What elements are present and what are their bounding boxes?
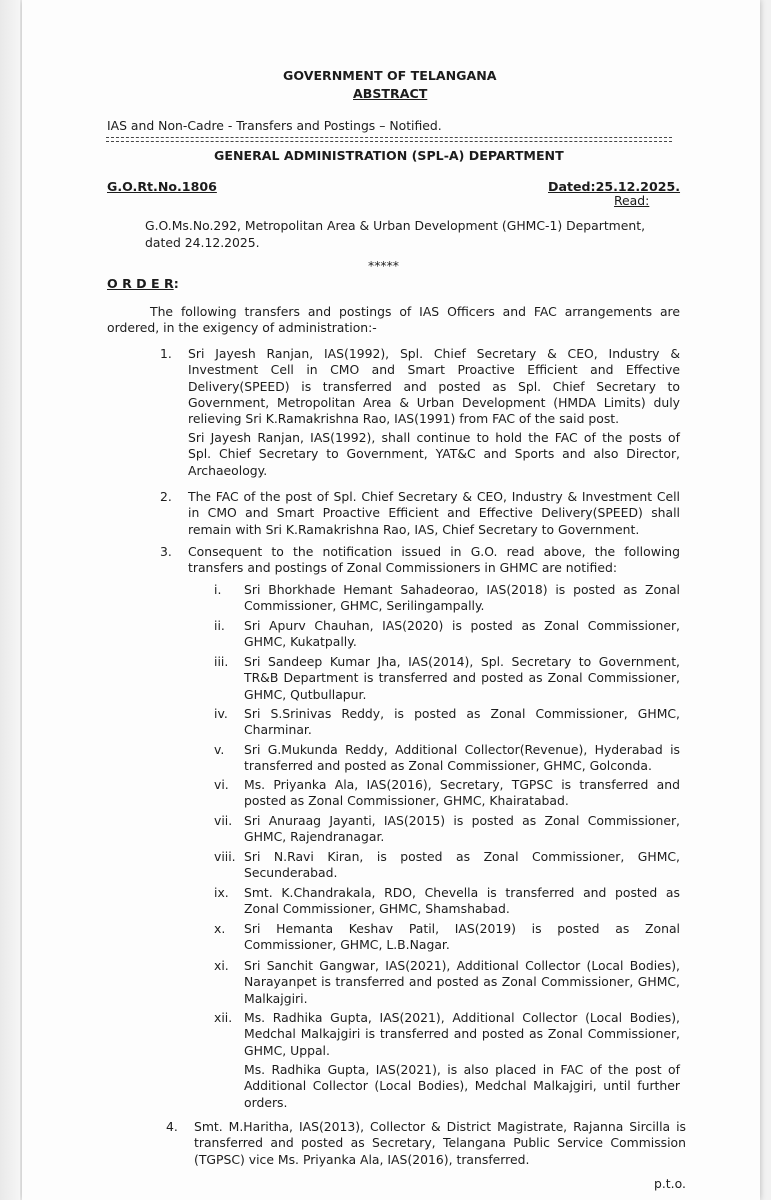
sub-item-number: v. (214, 742, 225, 757)
sub-item-xi (244, 958, 680, 1007)
read-reference-line-2: dated 24.12.2025. (145, 235, 260, 250)
sub-item-i (244, 582, 680, 615)
item-number: 4. (166, 1119, 178, 1134)
item-number: 3. (160, 544, 172, 559)
order-heading-colon: : (173, 276, 179, 291)
item-line: The FAC of the post of Spl. Chief Secretary & CEO, Industry & Investment Cell (188, 489, 680, 504)
sub-item-iv (244, 706, 680, 739)
order-heading (107, 276, 179, 291)
sub-item-xii-note (244, 1062, 680, 1111)
item-2-body (188, 489, 680, 538)
sub-item-line: Commissioner, GHMC, L.B.Nagar. (244, 937, 450, 953)
item-line: Consequent to the notification issued in G.O. read above, the following (188, 544, 680, 559)
sub-item-line: Sri N.Ravi Kiran, is posted as Zonal Commissioner, GHMC, (244, 849, 680, 864)
sub-item-viii (244, 849, 680, 882)
item-line: transferred and posted as Secretary, Telangana Public Service Commission (194, 1135, 686, 1151)
sub-item-line: Malkajgiri. (244, 990, 308, 1006)
item-1-body (188, 346, 680, 427)
item-line: relieving Sri K.Ramakrishna Rao, IAS(1991) from FAC of the said post. (188, 411, 620, 427)
sub-item-number: xi. (214, 958, 229, 973)
sub-item-xii (244, 1010, 680, 1059)
intro-line-2: ordered, in the exigency of administration:- (107, 320, 377, 335)
sub-item-number: xii. (214, 1010, 233, 1025)
subject-line: IAS and Non-Cadre - Transfers and Postings – Notified. (107, 118, 442, 133)
sub-item-line: Sri Sandeep Kumar Jha, IAS(2014), Spl. Secretary to Government, (244, 654, 680, 669)
sub-item-number: ix. (214, 885, 229, 900)
item-line: transfers and postings of Zonal Commissioners in GHMC are notified: (188, 560, 617, 576)
sub-item-line: Commissioner, GHMC, Serilingampally. (244, 598, 485, 614)
department-heading: GENERAL ADMINISTRATION (SPL-A) DEPARTMENT (214, 148, 564, 163)
item-line: Investment Cell in CMO and Smart Proactive Efficient and Effective (188, 362, 680, 378)
item-1-continuation (188, 430, 680, 479)
item-3-body (188, 544, 680, 577)
sub-item-line: Sri Bhorkhade Hemant Sahadeorao, IAS(2018) is posted as Zonal (244, 582, 680, 597)
item-number: 2. (160, 489, 172, 504)
sub-item-line: TR&B Department is transferred and posted as Zonal Commissioner, (244, 670, 680, 686)
go-date: Dated:25.12.2025. (548, 179, 681, 194)
sub-item-number: ii. (214, 618, 225, 633)
sub-item-ix (244, 885, 680, 918)
item-number: 1. (160, 346, 172, 361)
note-line: orders. (244, 1094, 288, 1110)
item-line: Delivery(SPEED) is transferred and posted as Spl. Chief Secretary to (188, 378, 680, 394)
item-line: remain with Sri K.Ramakrishna Rao, IAS, Chief Secretary to Government. (188, 521, 640, 537)
sub-item-line: GHMC, Kukatpally. (244, 634, 357, 650)
dashed-divider-bottom (106, 141, 672, 142)
sub-item-line: GHMC, Uppal. (244, 1042, 330, 1058)
sub-item-line: posted as Zonal Commissioner, GHMC, Khairatabad. (244, 793, 569, 809)
note-line: Ms. Radhika Gupta, IAS(2021), is also placed in FAC of the post of (244, 1062, 680, 1077)
sub-item-number: x. (214, 921, 226, 936)
intro-line-1: The following transfers and postings of IAS Officers and FAC arrangements are (150, 304, 680, 319)
sub-item-line: Ms. Priyanka Ala, IAS(2016), Secretary, TGPSC is transferred and (244, 777, 680, 792)
item-4-body (194, 1119, 686, 1168)
sub-item-x (244, 921, 680, 954)
go-number: G.O.Rt.No.1806 (107, 179, 217, 194)
item-line: Archaeology. (188, 462, 268, 478)
sub-item-vii (244, 813, 680, 846)
sub-item-line: Smt. K.Chandrakala, RDO, Chevella is transferred and posted as (244, 885, 680, 900)
sub-item-line: Charminar. (244, 722, 312, 738)
sub-item-number: vi. (214, 777, 229, 792)
sub-item-iii (244, 654, 680, 703)
sub-item-line: Sri S.Srinivas Reddy, is posted as Zonal Commissioner, GHMC, (244, 706, 680, 721)
sub-item-line: Secunderabad. (244, 865, 338, 881)
separator-stars: ***** (368, 258, 399, 273)
sub-item-line: Narayanpet is transferred and posted as Zonal Commissioner, GHMC, (244, 974, 680, 990)
sub-item-number: vii. (214, 813, 233, 828)
dashed-divider-top (106, 137, 672, 138)
sub-item-line: GHMC, Qutbullapur. (244, 686, 367, 702)
item-line: Sri Jayesh Ranjan, IAS(1992), Spl. Chief Secretary & CEO, Industry & (188, 346, 680, 361)
sub-item-v (244, 742, 680, 775)
sub-item-line: Medchal Malkajgiri is transferred and posted as Zonal Commissioner, (244, 1026, 680, 1042)
sub-item-line: Sri G.Mukunda Reddy, Additional Collector(Revenue), Hyderabad is (244, 742, 680, 757)
sub-item-line: Zonal Commissioner, GHMC, Shamshabad. (244, 901, 510, 917)
item-line: Sri Jayesh Ranjan, IAS(1992), shall continue to hold the FAC of the posts of (188, 430, 680, 445)
sub-item-ii (244, 618, 680, 651)
item-line: Government, Metropolitan Area & Urban Development (HMDA Limits) duly (188, 394, 680, 410)
sub-item-number: iii. (214, 654, 229, 669)
item-line: (TGPSC) vice Ms. Priyanka Ala, IAS(2016), transferred. (194, 1151, 530, 1167)
sub-item-line: GHMC, Rajendranagar. (244, 829, 385, 845)
page-edge (0, 0, 20, 1200)
sub-item-line: Sri Hemanta Keshav Patil, IAS(2019) is posted as Zonal (244, 921, 680, 936)
item-line: Spl. Chief Secretary to Government, YAT&C and Sports and also Director, (188, 446, 680, 462)
sub-item-number: iv. (214, 706, 228, 721)
sub-item-line: transferred and posted as Zonal Commissioner, GHMC, Golconda. (244, 758, 652, 774)
sub-item-line: Sri Sanchit Gangwar, IAS(2021), Additional Collector (Local Bodies), (244, 958, 680, 973)
sub-item-number: i. (214, 582, 222, 597)
sub-item-vi (244, 777, 680, 810)
page-turn-note: p.t.o. (654, 1176, 686, 1191)
sub-item-line: Ms. Radhika Gupta, IAS(2021), Additional Collector (Local Bodies), (244, 1010, 680, 1025)
note-line: Additional Collector (Local Bodies), Medchal Malkajgiri, until further (244, 1078, 680, 1094)
sub-item-number: viii. (214, 849, 236, 864)
read-reference-line-1: G.O.Ms.No.292, Metropolitan Area & Urban Development (GHMC-1) Department, (145, 218, 646, 233)
order-heading-text: O R D E R (107, 276, 174, 291)
read-label: Read: (614, 193, 650, 208)
sub-item-line: Sri Apurv Chauhan, IAS(2020) is posted as Zonal Commissioner, (244, 618, 680, 633)
item-line: Smt. M.Haritha, IAS(2013), Collector & District Magistrate, Rajanna Sircilla is (194, 1119, 686, 1134)
government-heading: GOVERNMENT OF TELANGANA (283, 68, 497, 83)
abstract-heading: ABSTRACT (353, 86, 428, 101)
item-line: in CMO and Smart Proactive Efficient and Effective Delivery(SPEED) shall (188, 505, 680, 521)
sub-item-line: Sri Anuraag Jayanti, IAS(2015) is posted as Zonal Commissioner, (244, 813, 680, 828)
